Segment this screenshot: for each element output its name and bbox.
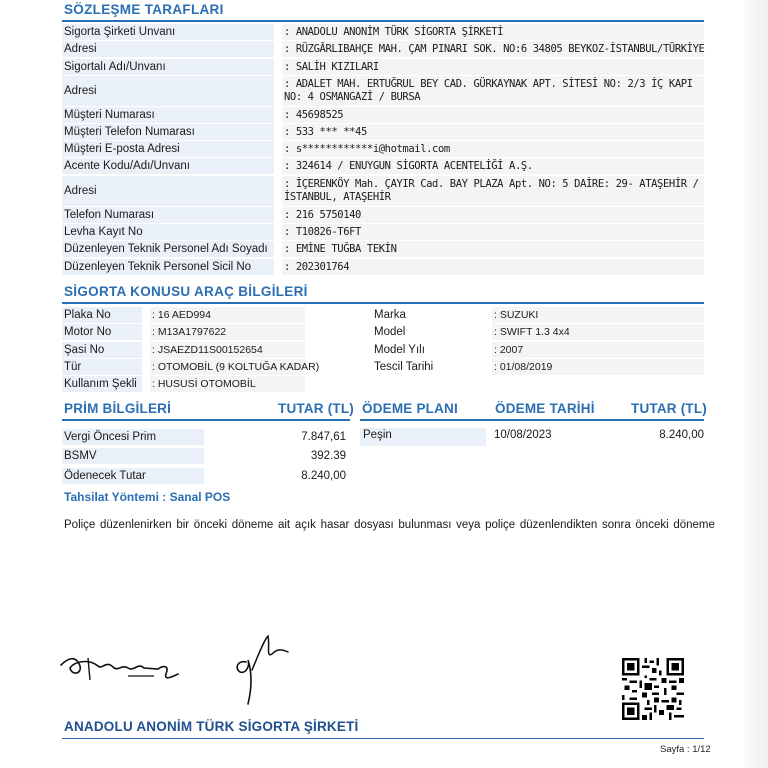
signature-image	[58, 640, 198, 690]
party-label: Düzenleyen Teknik Personel Sicil No	[62, 259, 274, 275]
party-value: : ADALET MAH. ERTUĞRUL BEY CAD. GÜRKAYNAK APT. SİTESİ NO: 2/3 İÇ KAPI NO: 4 OSMANGAZİ / BURSA	[282, 76, 704, 106]
section-divider	[62, 20, 704, 22]
party-value: : s************i@hotmail.com	[282, 141, 704, 157]
party-label: Müşteri Telefon Numarası	[62, 124, 274, 140]
vehicle-value: : 16 AED994	[150, 307, 305, 323]
party-value: : 216 5750140	[282, 207, 704, 223]
section-divider	[62, 302, 704, 304]
party-row	[62, 241, 704, 257]
party-value: : SALİH KIZILARI	[282, 59, 704, 75]
vehicle-value: : 2007	[492, 342, 704, 358]
party-label: Adresi	[62, 76, 274, 106]
premium-amount: 8.240,00	[301, 470, 346, 482]
payment-divider	[360, 419, 704, 421]
premium-label: Vergi Öncesi Prim	[62, 429, 204, 445]
party-row	[62, 24, 704, 40]
policy-notice: Poliçe düzenlenirken bir önceki döneme ait açık hasar dosyası bulunması veya poliçe düzenlendikten sonra önceki döneme	[64, 519, 715, 531]
payment-plan-header: ÖDEME PLANI	[362, 401, 458, 416]
qr-code-icon	[622, 658, 684, 720]
party-value: : EMİNE TUĞBA TEKİN	[282, 241, 704, 257]
party-label: Acente Kodu/Adı/Unvanı	[62, 158, 274, 174]
vehicle-value: : SWIFT 1.3 4x4	[492, 324, 704, 340]
vehicle-value: : SUZUKI	[492, 307, 704, 323]
party-value: : T10826-T6FT	[282, 224, 704, 240]
party-row	[62, 76, 704, 106]
payment-amount-header: TUTAR (TL)	[631, 401, 707, 416]
vehicle-label: Model	[374, 326, 406, 338]
premium-header: PRİM BİLGİLERİ	[64, 401, 172, 416]
vehicle-value: : JSAEZD11S00152654	[150, 342, 305, 358]
party-row	[62, 207, 704, 223]
premium-row	[62, 448, 352, 464]
premium-amount-header: TUTAR (TL)	[278, 401, 354, 416]
page-number: Sayfa : 1/12	[660, 744, 711, 755]
party-label: Telefon Numarası	[62, 207, 274, 223]
payment-date-header: ÖDEME TARİHİ	[495, 401, 595, 416]
party-value: : ANADOLU ANONİM TÜRK SİGORTA ŞİRKETİ	[282, 24, 704, 40]
party-value: : RÜZGÂRLIBAHÇE MAH. ÇAM PINARI SOK. NO:6 34805 BEYKOZ-İSTANBUL/TÜRKİYE	[284, 43, 705, 55]
payment-date: 10/08/2023	[494, 429, 552, 441]
premium-row	[62, 468, 352, 484]
vehicle-value: : HUSUSİ OTOMOBİL	[150, 376, 305, 392]
party-value: : 533 *** **45	[282, 124, 704, 140]
vehicle-label: Kullanım Şekli	[62, 376, 142, 392]
payment-method: Tahsilat Yöntemi : Sanal POS	[64, 490, 231, 504]
party-label: Adresi	[62, 41, 274, 57]
party-row	[62, 176, 704, 206]
vehicle-value: : OTOMOBİL (9 KOLTUĞA KADAR)	[152, 361, 320, 373]
party-row	[62, 59, 704, 75]
party-label: Müşteri Numarası	[62, 107, 274, 123]
party-label: Müşteri E-posta Adresi	[62, 141, 274, 157]
party-label: Sigortalı Adı/Unvanı	[62, 59, 274, 75]
party-value: : 202301764	[282, 259, 704, 275]
premium-row	[62, 429, 352, 445]
vehicle-label: Plaka No	[62, 307, 142, 323]
vehicle-value: : M13A1797622	[150, 324, 305, 340]
party-row	[62, 224, 704, 240]
party-row	[62, 41, 704, 57]
party-label: Sigorta Şirketi Unvanı	[62, 24, 274, 40]
party-label: Adresi	[62, 176, 274, 206]
premium-label: Ödenecek Tutar	[62, 468, 204, 484]
premium-amount: 7.847,61	[301, 431, 346, 443]
vehicle-label: Şasi No	[62, 342, 142, 358]
premium-label: BSMV	[62, 448, 204, 464]
party-row	[62, 124, 704, 140]
footer-company-name: ANADOLU ANONİM TÜRK SİGORTA ŞİRKETİ	[64, 719, 359, 734]
section-title-contract-parties: SÖZLEŞME TARAFLARI	[64, 2, 224, 17]
payment-amount: 8.240,00	[659, 429, 704, 441]
party-value: : 324614 / ENUYGUN SİGORTA ACENTELİĞİ A.Ş.	[282, 158, 704, 174]
page-edge-shadow	[744, 0, 768, 768]
vehicle-label: Model Yılı	[374, 344, 425, 356]
vehicle-label: Tür	[62, 359, 142, 375]
party-value: : İÇERENKÖY Mah. ÇAYIR Cad. BAY PLAZA Apt. NO: 5 DAİRE: 29- ATAŞEHİR / İSTANBUL, ATAŞEHİR	[282, 176, 704, 206]
party-row	[62, 107, 704, 123]
vehicle-label: Marka	[374, 309, 406, 321]
section-title-vehicle: SİGORTA KONUSU ARAÇ BİLGİLERİ	[64, 284, 308, 299]
premium-divider	[62, 419, 350, 421]
party-label: Levha Kayıt No	[62, 224, 274, 240]
party-row	[62, 141, 704, 157]
payment-plan-type: Peşin	[363, 429, 392, 441]
party-row	[62, 259, 704, 275]
party-row	[62, 158, 704, 174]
party-value: : 45698525	[282, 107, 704, 123]
vehicle-label: Motor No	[62, 324, 142, 340]
premium-amount: 392.39	[310, 450, 346, 462]
footer-divider	[62, 738, 704, 739]
vehicle-label: Tescil Tarihi	[374, 361, 434, 373]
party-label: Düzenleyen Teknik Personel Adı Soyadı	[62, 241, 274, 257]
signature-image	[228, 632, 298, 708]
vehicle-value: : 01/08/2019	[492, 359, 704, 375]
